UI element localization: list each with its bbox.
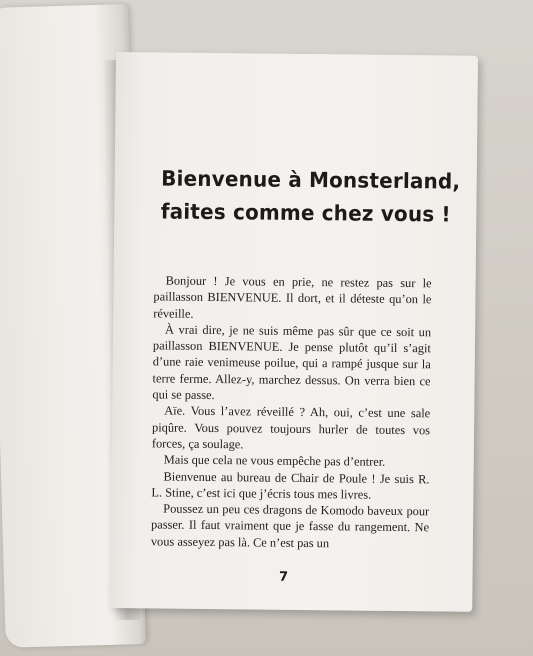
paragraph-5: Bienvenue au bureau de Chair de Poule ! Je suis R. L. Stine, c’est ici que j’écris tous mes livres. [151, 469, 430, 502]
paragraph-4: Mais que cela ne vous empêche pas d’entrer. [163, 452, 386, 470]
body-text [151, 272, 432, 552]
right-page [110, 52, 478, 612]
chapter-title-line-1: Bienvenue à Monsterland, [161, 166, 461, 194]
paragraph-1: Bonjour ! Je vous en prie, ne restez pas sur le paillasson BIENVENUE. Il dort, et il déteste qu’on le réveille. [153, 273, 432, 321]
chapter-title [160, 162, 461, 231]
page-number: 7 [278, 569, 289, 585]
paragraph-6: Poussez un peu ces dragons de Komodo baveux pour passer. Il faut vraiment que je fasse du rangement. Ne vous asseyez pas là. Ce n’est pas un [150, 501, 430, 551]
paragraph-2: À vrai dire, je ne suis même pas sûr que ce soit un paillasson BIENVENUE. Je pense plutôt qu’il s’agit d’une raie venimeuse poilue, qui a rampé jusque sur la terre ferme. Allez-y, marchez dessus. On verra bien ce qui se passe. [152, 322, 432, 403]
paragraph-3: Aïe. Vous l’avez réveillé ? Ah, oui, c’est une sale piqûre. Vous pouvez toujours hurler de toutes vos forces, ça soulage. [151, 403, 431, 452]
chapter-title-line-2: faites comme chez vous ! [160, 199, 451, 227]
